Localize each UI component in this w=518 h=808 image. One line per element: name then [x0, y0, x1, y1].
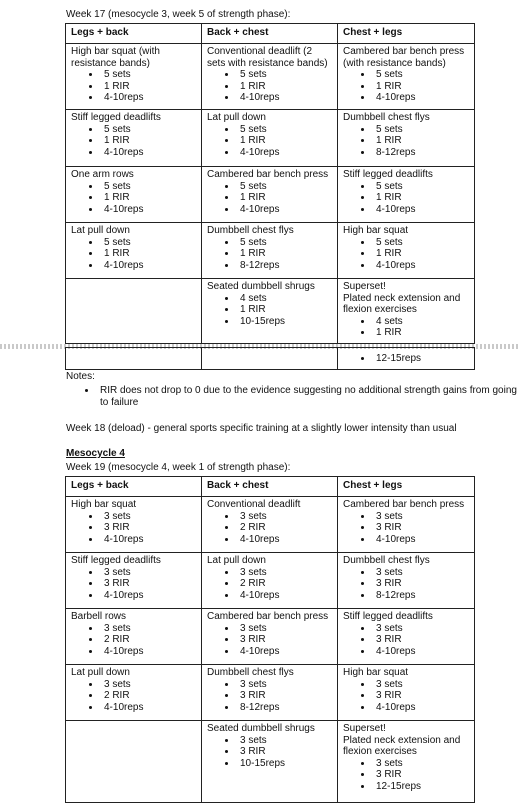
list-item: • 1 RIR: [237, 192, 332, 204]
list-item: • 1 RIR: [101, 248, 196, 260]
exercise-name: Stiff legged deadlifts: [71, 112, 161, 123]
list-item: • 1 RIR: [373, 135, 469, 147]
continuation-cell: [66, 348, 202, 370]
list-item: • 3 sets: [237, 735, 332, 747]
exercise-details-list: [207, 623, 332, 658]
list-item: • 1 RIR: [373, 327, 469, 339]
list-item: • 5 sets: [237, 69, 332, 81]
list-item: • 3 sets: [101, 511, 196, 523]
week17-table-continuation: [65, 347, 475, 370]
exercise-cell: [338, 110, 475, 167]
exercise-name: Conventional deadlift: [207, 499, 301, 510]
list-item: • 1 RIR: [101, 192, 196, 204]
table-row: [66, 44, 475, 110]
exercise-cell: [202, 721, 338, 803]
column-header: Chest + legs: [338, 24, 475, 44]
exercise-details-list: [71, 124, 196, 159]
exercise-name: High bar squat: [343, 225, 409, 236]
exercise-cell: [202, 497, 338, 553]
exercise-name: Barbell rows: [71, 611, 127, 622]
column-header: Legs + back: [66, 477, 202, 497]
table-row: [66, 167, 475, 223]
list-item: • 8-12reps: [237, 702, 332, 714]
list-item: • 4-10reps: [373, 204, 469, 216]
exercise-name: Stiff legged deadlifts: [71, 555, 161, 566]
column-header: Back + chest: [202, 24, 338, 44]
list-item: • 10-15reps: [237, 316, 332, 328]
list-item: • 4-10reps: [373, 534, 469, 546]
list-item: • 5 sets: [373, 181, 469, 193]
list-item: • 12-15reps: [373, 781, 469, 793]
exercise-cell: [66, 223, 202, 279]
list-item: • 1 RIR: [237, 248, 332, 260]
table-row: [66, 279, 475, 344]
exercise-cell: [66, 44, 202, 110]
list-item: • 5 sets: [101, 237, 196, 249]
exercise-details-list: [207, 124, 332, 159]
header-row: [66, 477, 475, 497]
exercise-cell: [338, 721, 475, 803]
exercise-name: Lat pull down: [207, 555, 266, 566]
list-item: • 3 sets: [237, 679, 332, 691]
list-item: • 3 sets: [101, 623, 196, 635]
exercise-name: Stiff legged deadlifts: [343, 611, 433, 622]
exercise-details-list: [207, 735, 332, 770]
exercise-cell: [66, 497, 202, 553]
exercise-details-list: [71, 69, 196, 104]
list-item: • 8-12reps: [373, 590, 469, 602]
list-item: • 3 RIR: [373, 690, 469, 702]
list-item: • 4-10reps: [101, 204, 196, 216]
table-row: [66, 609, 475, 665]
column-header: Chest + legs: [338, 477, 475, 497]
exercise-name: Seated dumbbell shrugs: [207, 723, 315, 734]
week17-title: Week 17 (mesocycle 3, week 5 of strength phase):: [66, 9, 291, 20]
exercise-details-list: [207, 511, 332, 546]
table-row: [66, 223, 475, 279]
notes-list: [66, 385, 517, 409]
list-item: • 3 RIR: [237, 690, 332, 702]
list-item: • 1 RIR: [373, 248, 469, 260]
column-header: Back + chest: [202, 477, 338, 497]
exercise-cell: [66, 665, 202, 721]
exercise-cell: [202, 110, 338, 167]
list-item: • 4-10reps: [101, 702, 196, 714]
list-item: • 3 sets: [101, 679, 196, 691]
exercise-details-list: [207, 69, 332, 104]
mesocycle4-heading: Mesocycle 4: [66, 448, 125, 459]
table-row: [66, 497, 475, 553]
exercise-name: Lat pull down: [71, 667, 130, 678]
list-item: • 1 RIR: [237, 81, 332, 93]
week19-table: [65, 476, 475, 803]
list-item: • 4-10reps: [101, 260, 196, 272]
exercise-details-list: [343, 69, 469, 104]
list-item: • 3 RIR: [373, 769, 469, 781]
exercise-name: Dumbbell chest flys: [207, 225, 294, 236]
list-item: • 3 sets: [373, 758, 469, 770]
exercise-cell: [66, 553, 202, 609]
exercise-cell: [202, 167, 338, 223]
exercise-details-list: [207, 679, 332, 714]
list-item: • 3 RIR: [373, 522, 469, 534]
list-item: • 3 sets: [373, 623, 469, 635]
exercise-name: High bar squat (with resistance bands): [71, 46, 160, 69]
header-row: [66, 24, 475, 44]
exercise-details-list: [71, 679, 196, 714]
exercise-name: Cambered bar bench press: [207, 169, 329, 180]
exercise-name: High bar squat: [343, 667, 409, 678]
exercise-name: One arm rows: [71, 169, 134, 180]
list-item: • 4-10reps: [373, 646, 469, 658]
list-item: • 5 sets: [237, 181, 332, 193]
list-item: • 3 RIR: [101, 578, 196, 590]
list-item: • 4-10reps: [237, 534, 332, 546]
exercise-name: Dumbbell chest flys: [343, 112, 430, 123]
exercise-details-list: [71, 623, 196, 658]
exercise-details-list: [343, 511, 469, 546]
exercise-cell: [338, 665, 475, 721]
list-item: • 4-10reps: [237, 590, 332, 602]
exercise-details-list: [207, 237, 332, 272]
exercise-cell: [338, 279, 475, 344]
table-row: [66, 665, 475, 721]
list-item: • 4-10reps: [101, 590, 196, 602]
exercise-details-list: [207, 181, 332, 216]
exercise-cell: [202, 279, 338, 344]
list-item: • 3 sets: [373, 679, 469, 691]
exercise-cell: [338, 609, 475, 665]
list-item: • 4-10reps: [101, 92, 196, 104]
list-item: • 1 RIR: [101, 81, 196, 93]
list-item: • 4-10reps: [237, 204, 332, 216]
exercise-details-list: [343, 679, 469, 714]
list-item: • 3 sets: [237, 511, 332, 523]
list-item: • 4-10reps: [237, 92, 332, 104]
list-item: • 4-10reps: [101, 646, 196, 658]
exercise-cell: [66, 609, 202, 665]
notes-label: Notes:: [66, 371, 95, 382]
table-row: [66, 721, 475, 803]
list-item: • 12-15reps: [373, 353, 469, 365]
exercise-details-list: [343, 237, 469, 272]
list-item: • 4 sets: [373, 316, 469, 328]
exercise-name: Lat pull down: [71, 225, 130, 236]
table-row: [66, 110, 475, 167]
exercise-name: Superset! Plated neck extension and flexion exercises: [343, 281, 461, 315]
exercise-name: Conventional deadlift (2 sets with resistance bands): [207, 46, 328, 69]
list-item: • 1 RIR: [373, 192, 469, 204]
exercise-details-list: [71, 181, 196, 216]
exercise-details-list: [71, 511, 196, 546]
exercise-cell: [66, 279, 202, 344]
table-row: [66, 553, 475, 609]
list-item: • 4 sets: [237, 293, 332, 305]
exercise-details-list: [207, 567, 332, 602]
list-item: • 5 sets: [373, 69, 469, 81]
exercise-details-list: [71, 567, 196, 602]
exercise-name: Dumbbell chest flys: [343, 555, 430, 566]
exercise-details-list: [343, 124, 469, 159]
list-item: • 2 RIR: [101, 690, 196, 702]
list-item: • 3 RIR: [237, 634, 332, 646]
list-item: • 3 RIR: [373, 578, 469, 590]
list-item: • 2 RIR: [237, 522, 332, 534]
column-header: Legs + back: [66, 24, 202, 44]
exercise-name: Superset! Plated neck extension and flexion exercises: [343, 723, 461, 757]
list-item: • 2 RIR: [237, 578, 332, 590]
list-item: • 4-10reps: [101, 534, 196, 546]
list-item: • 5 sets: [101, 181, 196, 193]
exercise-name: Lat pull down: [207, 112, 266, 123]
list-item: • 4-10reps: [237, 646, 332, 658]
list-item: • 4-10reps: [373, 260, 469, 272]
continuation-cell: [338, 348, 475, 370]
exercise-details-list: [343, 181, 469, 216]
exercise-details-list: [207, 293, 332, 328]
exercise-details-list: [343, 316, 469, 339]
continuation-cell: [202, 348, 338, 370]
exercise-cell: [338, 497, 475, 553]
week17-table: [65, 23, 475, 344]
list-item: • 5 sets: [101, 124, 196, 136]
exercise-cell: [202, 609, 338, 665]
exercise-name: High bar squat: [71, 499, 137, 510]
list-item: • 1 RIR: [237, 304, 332, 316]
list-item: • 3 sets: [373, 511, 469, 523]
list-item: • 5 sets: [101, 69, 196, 81]
exercise-cell: [338, 167, 475, 223]
list-item: • 5 sets: [373, 237, 469, 249]
exercise-name: Dumbbell chest flys: [207, 667, 294, 678]
list-item: • 1 RIR: [237, 135, 332, 147]
list-item: • 4-10reps: [373, 702, 469, 714]
exercise-cell: [66, 721, 202, 803]
exercise-details-list: [343, 567, 469, 602]
exercise-name: Cambered bar bench press (with resistance bands): [343, 46, 465, 69]
exercise-cell: [338, 223, 475, 279]
list-item: • 5 sets: [237, 124, 332, 136]
week19-title: Week 19 (mesocycle 4, week 1 of strength phase):: [66, 462, 291, 473]
list-item: • 2 RIR: [101, 634, 196, 646]
list-item: • 3 RIR: [237, 746, 332, 758]
list-item: • 8-12reps: [237, 260, 332, 272]
list-item: • 10-15reps: [237, 758, 332, 770]
exercise-cell: [338, 44, 475, 110]
list-item: • 3 sets: [101, 567, 196, 579]
list-item: • 4-10reps: [101, 147, 196, 159]
exercise-cell: [66, 167, 202, 223]
list-item: • 5 sets: [373, 124, 469, 136]
list-item: • 3 RIR: [373, 634, 469, 646]
exercise-cell: [202, 223, 338, 279]
exercise-cell: [202, 44, 338, 110]
exercise-name: Seated dumbbell shrugs: [207, 281, 315, 292]
list-item: • 8-12reps: [373, 147, 469, 159]
exercise-cell: [338, 553, 475, 609]
exercise-cell: [202, 553, 338, 609]
list-item: • 4-10reps: [373, 92, 469, 104]
list-item: • 1 RIR: [101, 135, 196, 147]
list-item: • 3 sets: [237, 567, 332, 579]
exercise-details-list: [71, 237, 196, 272]
exercise-name: Stiff legged deadlifts: [343, 169, 433, 180]
list-item: • 3 sets: [237, 623, 332, 635]
exercise-details-list: [343, 758, 469, 793]
exercise-name: Cambered bar bench press: [343, 499, 465, 510]
list-item: • 3 sets: [373, 567, 469, 579]
exercise-details-list: [343, 623, 469, 658]
list-item: • 3 RIR: [101, 522, 196, 534]
list-item: • 4-10reps: [237, 147, 332, 159]
week18-text: Week 18 (deload) - general sports specific training at a slightly lower intensity than usual: [66, 423, 457, 434]
list-item: • 1 RIR: [373, 81, 469, 93]
exercise-cell: [202, 665, 338, 721]
notes-item: • RIR does not drop to 0 due to the evidence suggesting no additional strength gains from going to failure: [97, 385, 517, 409]
exercise-cell: [66, 110, 202, 167]
exercise-name: Cambered bar bench press: [207, 611, 329, 622]
list-item: • 5 sets: [237, 237, 332, 249]
